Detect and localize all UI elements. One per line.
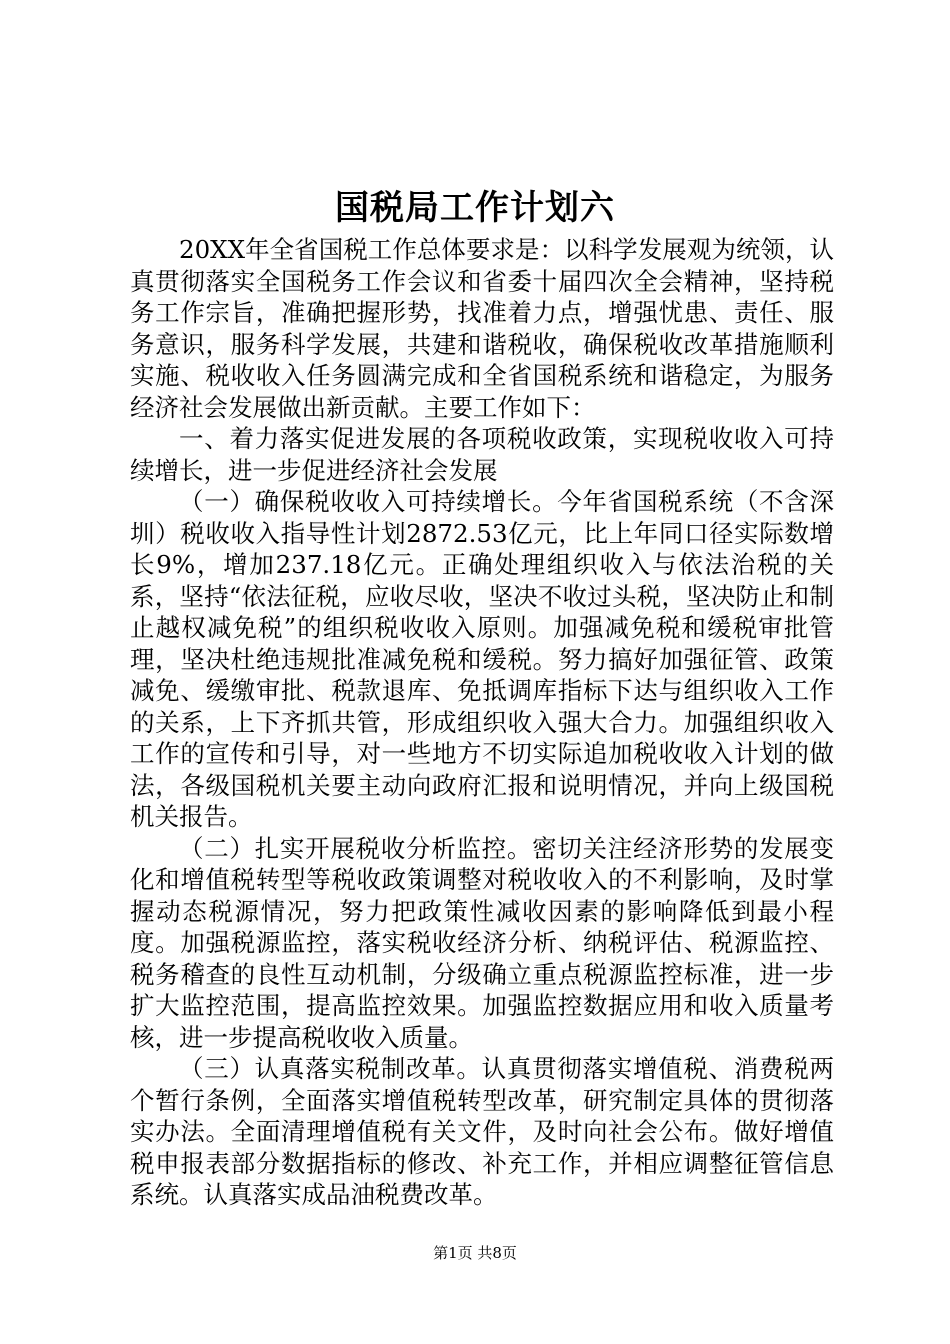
document-body (130, 234, 834, 1211)
paragraph-intro: 20XX年全省国税工作总体要求是：以科学发展观为统领，认真贯彻落实全国税务工作会议和省委十届四次全会精神，坚持税务工作宗旨，准确把握形势，找准着力点，增强忧患、责任、服务意识，服务科学发展，共建和谐税收，确保税收改革措施顺利实施、税收收入任务圆满完成和全省国税系统和谐稳定，为服务经济社会发展做出新贡献。主要工作如下： (130, 235, 834, 422)
document-title: 国税局工作计划六 (335, 188, 615, 228)
paragraph-section-heading: 一、着力落实促进发展的各项税收政策，实现税收收入可持续增长，进一步促进经济社会发展 (130, 424, 834, 485)
paragraph-item-2: （二）扎实开展税收分析监控。密切关注经济形势的发展变化和增值税转型等税收政策调整对税收收入的不利影响，及时掌握动态税源情况，努力把政策性减收因素的影响降低到最小程度。加强税源监控，落实税收经济分析、纳税评估、税源监控、税务稽查的良性互动机制，分级确立重点税源监控标准，进一步扩大监控范围，提高监控效果。加强监控数据应用和收入质量考核，进一步提高税收收入质量。 (130, 833, 834, 1052)
paragraph-item-3: （三）认真落实税制改革。认真贯彻落实增值税、消费税两个暂行条例，全面落实增值税转型改革，研究制定具体的贯彻落实办法。全面清理增值税有关文件，及时向社会公布。做好增值税申报表部分数据指标的修改、补充工作，并相应调整征管信息系统。认真落实成品油税费改革。 (130, 1054, 834, 1209)
page-footer: 第1页 共8页 (433, 1244, 517, 1262)
paragraph-item-1: （一）确保税收收入可持续增长。今年省国税系统（不含深圳）税收收入指导性计划2872.53亿元，比上年同口径实际数增长9%，增加237.18亿元。正确处理组织收入与依法治税的关系，坚持“依法征税，应收尽收，坚决不收过头税，坚决防止和制止越权减免税”的组织税收收入原则。加强减免税和缓税审批管理，坚决杜绝违规批准减免税和缓税。努力搞好加强征管、政策减免、缓缴审批、税款退库、免抵调库指标下达与组织收入工作的关系，上下齐抓共管，形成组织收入强大合力。加强组织收入工作的宣传和引导，对一些地方不切实际追加税收收入计划的做法，各级国税机关要主动向政府汇报和说明情况，并向上级国税机关报告。 (130, 487, 834, 831)
